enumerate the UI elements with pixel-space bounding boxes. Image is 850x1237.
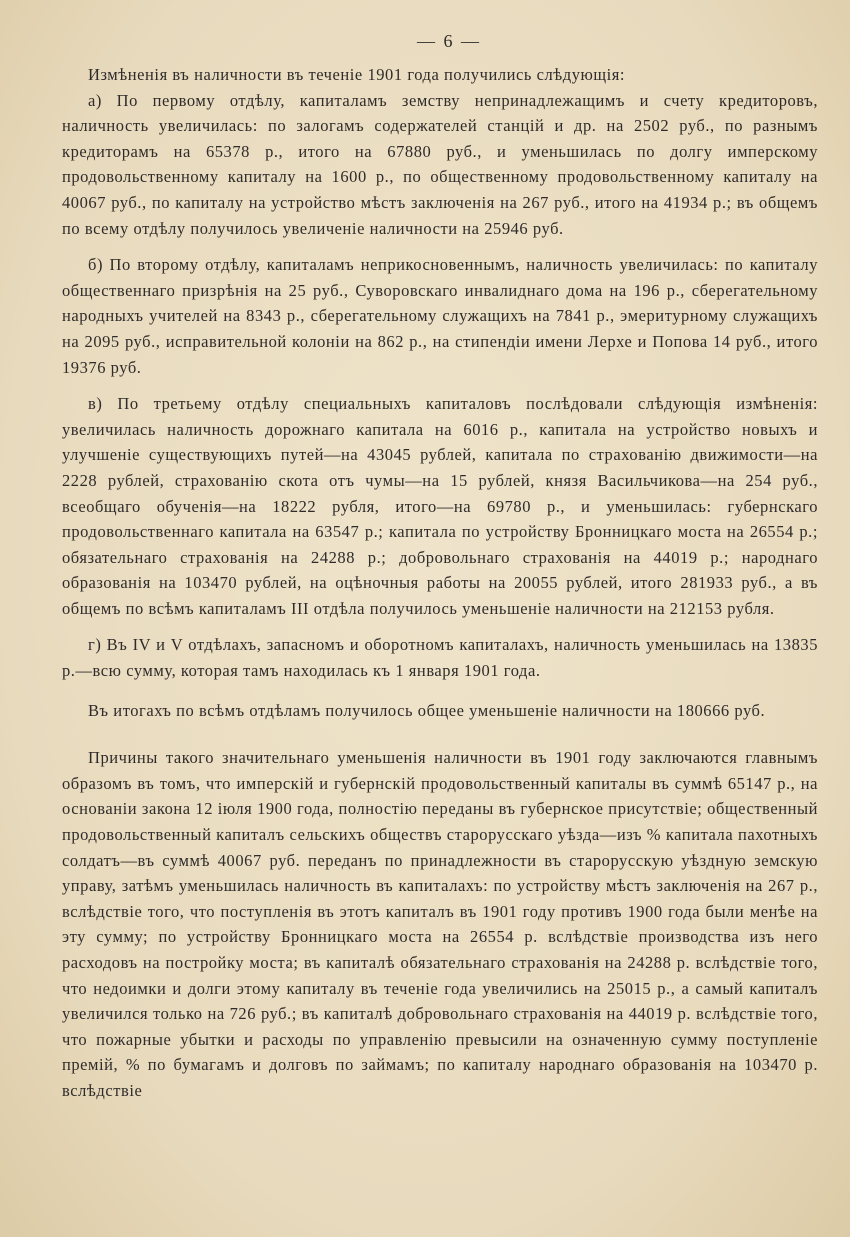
paragraph-v: в) По третьему отдѣлу специальныхъ капиталовъ послѣдовали слѣдующія измѣненія: увеличилась наличность дорожнаго капитала на 6016 р., капитала на устройство новыхъ и улучшеніе существующихъ путей—на 43045 рублей, капитала по страхованію движимости—на 2228 рублей, страхованію скота отъ чумы—на 15 рублей, князя Васильчикова—на 254 руб., всеобщаго обученія—на 18222 рубля, итого—на 69780 р., и уменьшилась: губернскаго продовольственнаго капитала на 63547 р.; капитала по устройству Бронницкаго моста на 26554 р.; обязательнаго страхованія на 24288 р.; добровольнаго страхованія на 44019 р.; народнаго образованія на 103470 рублей, на оцѣночныя работы на 20055 рублей, итого 281933 руб., а въ общемъ по всѣмъ капиталамъ III отдѣла получилось уменьшеніе наличности на 212153 рубля. (62, 394, 818, 618)
paragraph-a: а) По первому отдѣлу, капиталамъ земству непринадлежащимъ и счету кредиторовъ, наличность увеличилась: по залогамъ содержателей станцій и др. на 2502 руб., по разнымъ кредиторамъ на 65378 р., итого на 67880 руб., и уменьшилась по долгу имперскому продовольственному капиталу на 1600 р., по общественному продовольственному капиталу на 40067 руб., по капиталу на устройство мѣстъ заключенія на 267 руб., итого на 41934 р.; въ общемъ по всему отдѣлу получилось увеличеніе наличности на 25946 руб. (62, 90, 818, 238)
intro-paragraph: Измѣненія въ наличности въ теченіе 1901 года получились слѣдующія: (88, 65, 626, 84)
paragraph-g: г) Въ IV и V отдѣлахъ, запасномъ и оборотномъ капиталахъ, наличность уменьшилась на 13835 р.—всю сумму, которая тамъ находилась къ 1 января 1901 года. (62, 635, 818, 681)
paragraph-reasons: Причины такого значительнаго уменьшенія наличности въ 1901 году заключаются главнымъ образомъ въ томъ, что имперскій и губернскій продовольственный капиталы въ суммѣ 65147 р., на основаніи закона 12 іюля 1900 года, полностію переданы въ губернское присутствіе; общественный продовольственный капиталъ сельскихъ обществъ старорусскаго уѣзда—изъ % капитала пахотныхъ солдатъ—въ суммѣ 40067 руб. переданъ по принадлежности въ старорусскую уѣздную земскую управу, затѣмъ уменьшилась наличность въ капиталахъ: по устройству мѣстъ заключенія на 267 р., вслѣдствіе того, что поступленія въ этотъ капиталъ въ 1901 году противъ 1900 года были менѣе на эту сумму; по устройству Бронницкаго моста на 26554 р. вслѣдствіе производства изъ него расходовъ на постройку моста; въ капиталѣ обязательнаго страхованія на 24288 р. вслѣдствіе того, что недоимки и долги этому капиталу въ теченіе года увеличились на 25015 р., а самый капиталъ увеличился только на 726 руб.; въ капиталѣ добровольнаго страхованія на 44019 р. вслѣдствіе того, что пожарные убытки и расходы по управленію превысили на означенную сумму поступленіе премій, % по бумагамъ и долговъ по займамъ; по капиталу народнаго образованія на 103470 р. вслѣдствіе (62, 748, 818, 1100)
body-text (62, 62, 818, 1104)
page-number: — 6 — (417, 31, 481, 51)
paragraph-b: б) По второму отдѣлу, капиталамъ неприкосновеннымъ, наличность увеличилась: по капиталу общественнаго призрѣнія на 25 руб., Суворовскаго инвалиднаго дома на 196 р., сберегательному народныхъ учителей на 8343 р., сберегательному служащихъ на 7841 р., эмеритурному служащихъ на 2095 руб., исправительной колоніи на 862 р., на стипендіи имени Лерхе и Попова 14 руб., итого 19376 руб. (62, 255, 818, 377)
paragraph-total: Въ итогахъ по всѣмъ отдѣламъ получилось общее уменьшеніе наличности на 180666 руб. (88, 700, 766, 720)
